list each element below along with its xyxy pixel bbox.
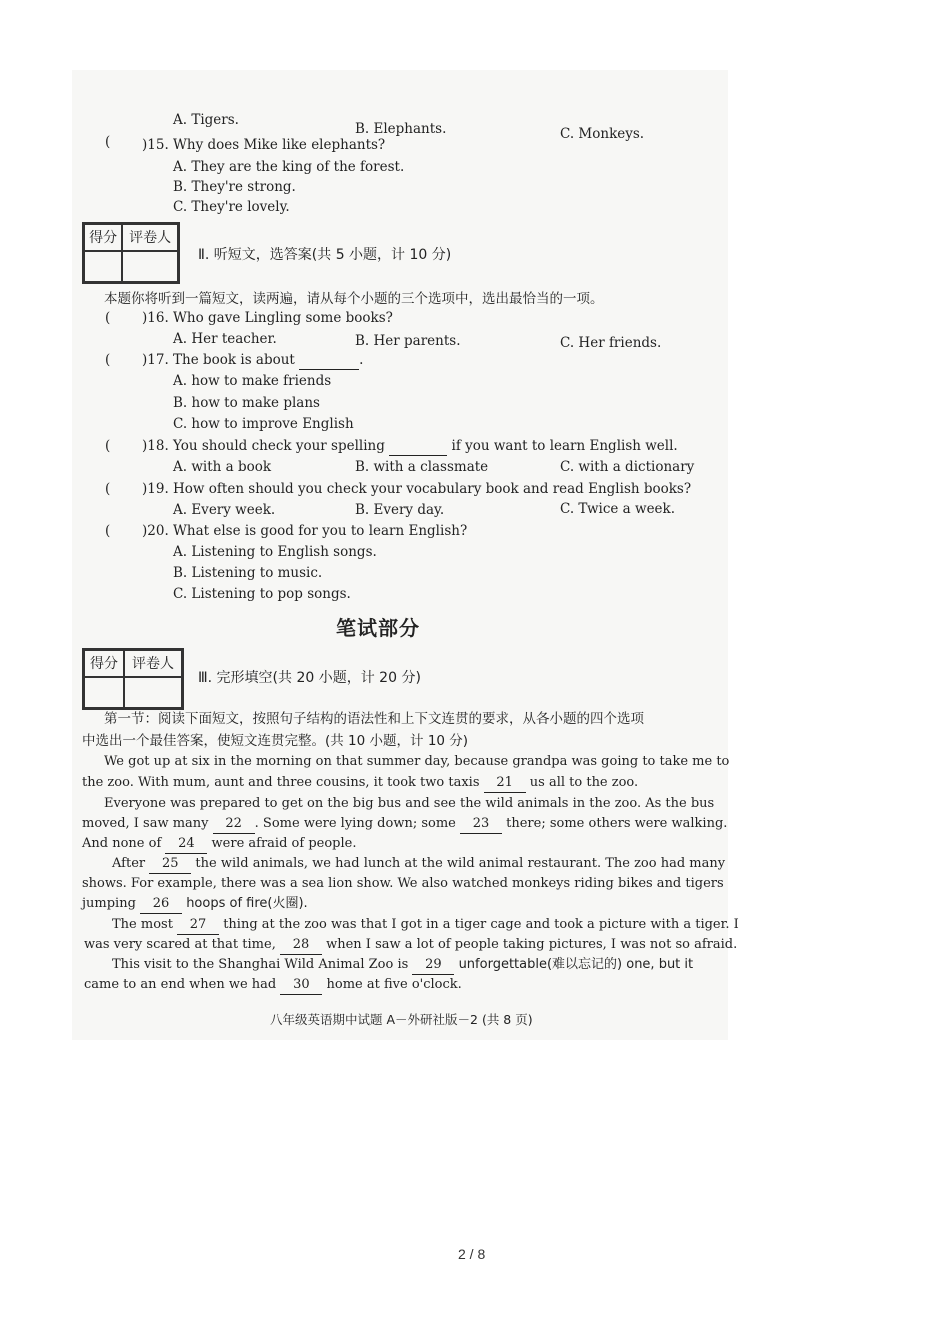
grader-cell <box>122 251 178 282</box>
q14-option-b: B. Elephants. <box>355 121 447 137</box>
passage-line <box>84 936 737 955</box>
answer-blank <box>299 351 359 370</box>
passage-line <box>82 815 727 834</box>
passage-text: After <box>112 856 146 871</box>
q15-option-c: C. They're lovely. <box>173 199 290 215</box>
passage-text: hoops of fire(火圈). <box>186 896 308 911</box>
q15-option-a: A. They are the king of the forest. <box>173 159 405 175</box>
q16-option-c: C. Her friends. <box>560 335 662 351</box>
passage-text: there; some others were walking. <box>506 816 728 831</box>
passage-text: thing at the zoo was that I got in a tiger cage and took a picture with a tiger. I <box>223 917 739 932</box>
passage-text: us all to the zoo. <box>529 775 639 790</box>
passage-line: Everyone was prepared to get on the big bus and see the wild animals in the zoo. As the bus <box>104 796 715 811</box>
passage-text: the wild animals, we had lunch at the wild animal restaurant. The zoo had many <box>195 856 726 871</box>
answer-paren: ( <box>105 523 111 539</box>
answer-paren: ( <box>105 352 111 368</box>
q18-option-c: C. with a dictionary <box>560 459 695 475</box>
passage-text: came to an end when we had <box>84 977 277 992</box>
q19-option-c: C. Twice a week. <box>560 501 676 517</box>
question-15: )15. Why does Mike like elephants? <box>142 137 386 153</box>
passage-text: the zoo. With mum, aunt and three cousins, it took two taxis <box>82 775 480 790</box>
passage-text: unforgettable(难以忘记的) one, but it <box>458 957 694 972</box>
passage-line <box>112 916 739 935</box>
q14-option-a: A. Tigers. <box>173 112 239 128</box>
question-20: )20. What else is good for you to learn English? <box>142 523 468 539</box>
passage-text: This visit to the Shanghai Wild Animal Zoo is <box>112 957 409 972</box>
score-label: 得分 <box>84 650 124 677</box>
q16-option-a: A. Her teacher. <box>173 331 277 347</box>
q17-option-c: C. how to improve English <box>173 416 354 432</box>
passage-text: . Some were lying down; some <box>254 816 456 831</box>
question-17: )17. The book is about . <box>142 352 364 368</box>
passage-line: We got up at six in the morning on that summer day, because grandpa was going to take me to <box>104 754 730 769</box>
cloze-blank-26: 26 <box>140 895 182 914</box>
passage-text: was very scared at that time, <box>84 937 276 952</box>
passage-line <box>82 835 356 854</box>
score-cell <box>84 677 124 708</box>
cloze-blank-28: 28 <box>280 936 322 955</box>
cloze-blank-29: 29 <box>412 956 454 975</box>
passage-line <box>112 956 693 975</box>
score-label: 得分 <box>84 224 122 251</box>
section-2-title: Ⅱ. 听短文，选答案(共 5 小题，计 10 分) <box>198 247 452 263</box>
q17-option-b: B. how to make plans <box>173 395 320 411</box>
cloze-blank-25: 25 <box>149 855 191 874</box>
question-17-stem: )17. The book is about <box>142 352 295 368</box>
q17-option-a: A. how to make friends <box>173 373 332 389</box>
cloze-blank-27: 27 <box>177 916 219 935</box>
answer-paren: ( <box>105 438 111 454</box>
passage-text: when I saw a lot of people taking pictures, I was not so afraid. <box>326 937 738 952</box>
answer-paren: ( <box>105 134 111 150</box>
cloze-blank-30: 30 <box>280 976 322 995</box>
passage-text: And none of <box>82 836 162 851</box>
passage-text: jumping <box>82 896 136 911</box>
section-2-instruction: 本题你将听到一篇短文，读两遍，请从每个小题的三个选项中，选出最恰当的一项。 <box>104 291 604 307</box>
page-indicator: 2 / 8 <box>458 1246 486 1262</box>
grader-label: 评卷人 <box>122 224 178 251</box>
q20-option-b: B. Listening to music. <box>173 565 323 581</box>
grader-label: 评卷人 <box>124 650 182 677</box>
q20-option-a: A. Listening to English songs. <box>173 544 377 560</box>
written-part-title: 笔试部分 <box>336 616 420 640</box>
passage-text: home at five o'clock. <box>326 977 462 992</box>
answer-blank <box>389 437 447 456</box>
passage-line <box>82 774 638 793</box>
question-18-stem: )18. You should check your spelling <box>142 438 385 454</box>
grader-cell <box>124 677 182 708</box>
score-box <box>82 648 184 710</box>
q16-option-b: B. Her parents. <box>355 333 461 349</box>
cloze-blank-24: 24 <box>165 835 207 854</box>
q19-option-a: A. Every week. <box>173 502 276 518</box>
exam-footer: 八年级英语期中试题 A－外研社版－2 (共 8 页) <box>270 1012 533 1027</box>
question-16: )16. Who gave Lingling some books? <box>142 310 393 326</box>
passage-line <box>112 855 725 874</box>
score-box <box>82 222 180 284</box>
section-3-title: Ⅲ. 完形填空(共 20 小题，计 20 分) <box>198 670 421 686</box>
answer-paren: ( <box>105 481 111 497</box>
section-3-instruction: 第一节：阅读下面短文，按照句子结构的语法性和上下文连贯的要求，从各小题的四个选项 <box>104 711 644 727</box>
passage-text: The most <box>112 917 173 932</box>
q18-option-a: A. with a book <box>173 459 272 475</box>
cloze-blank-22: 22 <box>213 815 255 834</box>
question-19: )19. How often should you check your vocabulary book and read English books? <box>142 481 692 497</box>
passage-line <box>82 895 308 914</box>
passage-line: shows. For example, there was a sea lion show. We also watched monkeys riding bikes and tigers <box>82 876 724 891</box>
q20-option-c: C. Listening to pop songs. <box>173 586 351 602</box>
score-cell <box>84 251 122 282</box>
passage-text: were afraid of people. <box>211 836 357 851</box>
question-18 <box>142 437 678 456</box>
cloze-blank-21: 21 <box>484 774 526 793</box>
passage-line <box>84 976 462 995</box>
passage-text: moved, I saw many <box>82 816 209 831</box>
q19-option-b: B. Every day. <box>355 502 445 518</box>
q14-option-c: C. Monkeys. <box>560 126 645 142</box>
q18-option-b: B. with a classmate <box>355 459 489 475</box>
section-3-instruction: 中选出一个最佳答案，使短文连贯完整。(共 10 小题，计 10 分) <box>82 733 469 749</box>
cloze-blank-23: 23 <box>460 815 502 834</box>
answer-paren: ( <box>105 310 111 326</box>
question-18-tail: if you want to learn English well. <box>451 438 678 454</box>
q15-option-b: B. They're strong. <box>173 179 296 195</box>
